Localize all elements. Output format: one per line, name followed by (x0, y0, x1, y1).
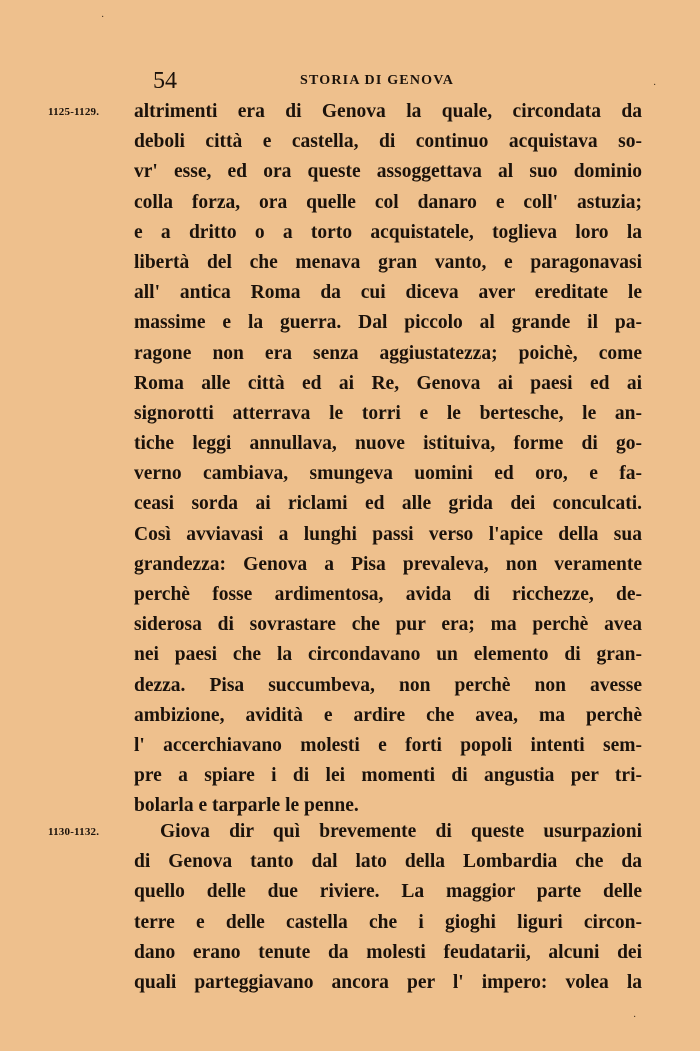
text-line: dano erano tenute da molesti feudatarii, alcuni dei (134, 941, 642, 963)
text-line: altrimenti era di Genova la quale, circondata da (134, 101, 642, 122)
text-line: massime e la guerra. Dal piccolo al grande il pa- (134, 312, 642, 334)
text-line: verno cambiava, smungeva uomini ed oro, e fa- (134, 463, 642, 485)
text-line: pre a spiare i di lei momenti di angustia per tri- (134, 765, 642, 787)
text-line: tiche leggi annullava, nuove istituiva, forme di go- (134, 433, 642, 455)
paragraph (134, 97, 642, 822)
text-line: Roma alle città ed ai Re, Genova ai paesi ed ai (134, 372, 642, 394)
text-line: signorotti atterrava le torri e le bertesche, le an- (134, 402, 642, 424)
margin-date: 1130-1132. (48, 826, 100, 838)
text-line: quali parteggiavano ancora per l' impero: volea la (134, 971, 642, 993)
text-line: vr' esse, ed ora queste assoggettava al suo dominio (134, 161, 642, 183)
text-line: perchè fosse ardimentosa, avida di ricchezze, de- (134, 584, 642, 605)
text-line: dezza. Pisa succumbeva, non perchè non avesse (134, 674, 642, 696)
text-line: ceasi sorda ai riclami ed alle grida dei conculcati. (134, 493, 642, 515)
print-speck: · (101, 12, 105, 23)
text-line: deboli città e castella, di continuo acquistava so- (134, 131, 642, 153)
text-line: ambizione, avidità e ardire che avea, ma perchè (134, 704, 642, 726)
text-line: Così avviavasi a lunghi passi verso l'apice della sua (134, 523, 642, 545)
text-line: nei paesi che la circondavano un elemento di gran- (134, 644, 642, 666)
text-line: libertà del che menava gran vanto, e paragonavasi (134, 251, 642, 273)
text-line: all' antica Roma da cui diceva aver ereditate le (134, 282, 642, 304)
text-line: e a dritto o a torto acquistatele, toglieva loro la (134, 221, 642, 243)
running-title: STORIA DI GENOVA (300, 73, 455, 88)
text-line: siderosa di sovrastare che pur era; ma perchè avea (134, 614, 642, 636)
paragraph (134, 817, 642, 998)
text-line: bolarla e tarparle le penne. (134, 795, 359, 817)
text-line: l' accerchiavano molesti e forti popoli intenti sem- (134, 734, 642, 756)
text-line: di Genova tanto dal lato della Lombardia che da (134, 851, 642, 873)
text-line: ragone non era senza aggiustatezza; poichè, come (134, 342, 642, 364)
page-number: 54 (153, 68, 177, 94)
text-line: Giova dir quì brevemente di queste usurpazioni (160, 821, 642, 842)
margin-date: 1125-1129. (48, 106, 100, 118)
print-speck: · (633, 1012, 637, 1023)
text-line: colla forza, ora quelle col danaro e coll' astuzia; (134, 191, 642, 213)
page-header (0, 66, 700, 96)
print-speck: · (653, 80, 657, 91)
text-line: grandezza: Genova a Pisa prevaleva, non veramente (134, 553, 642, 575)
text-line: terre e delle castella che i gioghi liguri circon- (134, 911, 642, 933)
text-line: quello delle due riviere. La maggior parte delle (134, 881, 642, 903)
